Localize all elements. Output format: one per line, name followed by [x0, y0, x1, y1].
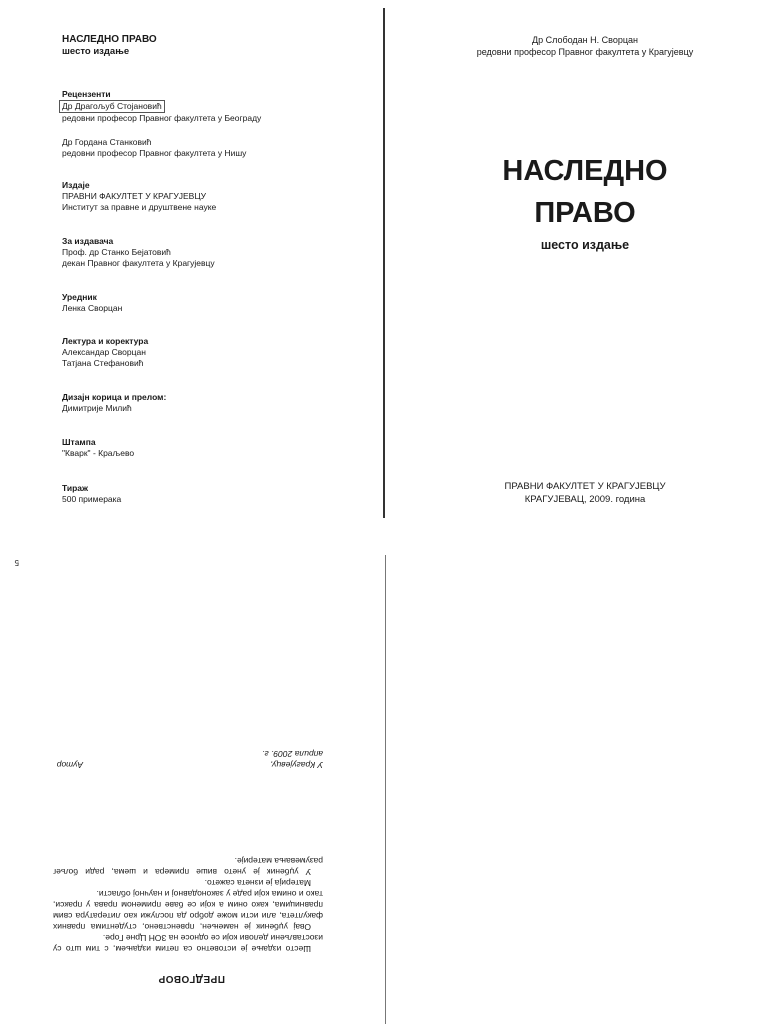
for-publisher-section: [62, 236, 215, 269]
circulation: 500 примерака: [62, 494, 122, 504]
proofreader2: Татјана Стефановић: [62, 358, 144, 368]
editor-name: Ленка Сворцан: [62, 303, 123, 313]
reviewers-section: [62, 89, 261, 159]
proofreading-label: Лектура и коректура: [62, 336, 149, 346]
preface-paragraph: Материја је изнета сажето.: [204, 878, 311, 888]
proofreading-section: [62, 336, 148, 369]
preface-page: [0, 555, 383, 1024]
reviewer1-role: редовни професор Правног факултета у Београду: [62, 113, 262, 123]
circulation-label: Тираж: [62, 483, 89, 493]
circulation-section: [62, 483, 121, 505]
title-page-edition: шесто издање: [540, 238, 630, 252]
preface-title: ПРЕДГОВОР: [158, 973, 225, 984]
reviewer2-name: Др Гордана Станковић: [62, 137, 152, 147]
page-number: 5: [14, 558, 19, 567]
proofreader1: Александар Сворцан: [62, 347, 146, 357]
preface-body: [53, 855, 323, 954]
preface-place-date: [262, 748, 323, 770]
imprint-title: НАСЛЕДНО ПРАВО: [62, 34, 157, 45]
publisher-line2: Институт за правне и друштвене науке: [62, 202, 217, 212]
imprint-edition: шесто издање: [62, 46, 130, 57]
for-publisher-label: За издавача: [62, 236, 114, 246]
spine-divider-bottom: [385, 555, 386, 1024]
spine-divider-top: [383, 8, 385, 518]
design-label: Дизајн корица и прелом:: [62, 392, 167, 402]
editor-label: Уредник: [62, 292, 97, 302]
reviewers-label: Рецензенти: [62, 89, 111, 99]
publisher-section: [62, 180, 216, 213]
designer: Димитрије Милић: [62, 403, 132, 413]
print-label: Штампа: [62, 437, 96, 447]
reviewer1-name: Др Драгољуб Стојановић: [59, 100, 165, 113]
design-section: [62, 392, 166, 414]
title-page-publisher-line2: КРАГУЈЕВАЦ, 2009. година: [524, 494, 646, 505]
title-page-publisher: [440, 480, 730, 506]
author-role: редовни професор Правног факултета у Крагујевцу: [476, 47, 694, 57]
publisher-line1: ПРАВНИ ФАКУЛТЕТ У КРАГУЈЕВЦУ: [62, 191, 207, 201]
preface-paragraph: Овај уџбеник је намењен, првенствено, студентима правних факултета, али исти може добро да послужи као литература свим правницима, како оним а који се баве применом права у пракси, тако и онима који раде у законодавној и научној области.: [53, 889, 323, 932]
preface-paragraph: У уџбеник је унето више примера и шема, ради бољег разумевања материје.: [53, 856, 323, 877]
book-title-line2: ПРАВО: [534, 197, 636, 229]
author-block: [430, 34, 740, 58]
preface-place: У Крагујевцу,: [270, 760, 323, 770]
for-publisher-line1: Проф. др Станко Бејатовић: [62, 247, 171, 257]
editor-section: [62, 292, 122, 314]
printer: "Кварк" - Краљево: [62, 448, 135, 458]
preface-paragraph: Шесто издање је истоветно са петим издањем, с тим што су изостављени делови који се односе на ЗОН Црне Горе.: [53, 933, 323, 954]
author-name: Др Слободан Н. Сворцан: [532, 35, 638, 45]
preface-date: априла 2009. г.: [262, 749, 323, 759]
publisher-label: Издаје: [62, 180, 90, 190]
title-page-publisher-line1: ПРАВНИ ФАКУЛТЕТ У КРАГУЈЕВЦУ: [504, 481, 666, 492]
print-section: [62, 437, 134, 459]
book-title: [460, 150, 710, 234]
reviewer2-role: редовни професор Правног факултета у Нишу: [62, 148, 247, 158]
for-publisher-line2: декан Правног факултета у Крагујевцу: [62, 258, 215, 268]
book-title-line1: НАСЛЕДНО: [502, 155, 668, 187]
imprint-title-block: [62, 34, 157, 58]
preface-signature: Аутор: [56, 760, 83, 770]
